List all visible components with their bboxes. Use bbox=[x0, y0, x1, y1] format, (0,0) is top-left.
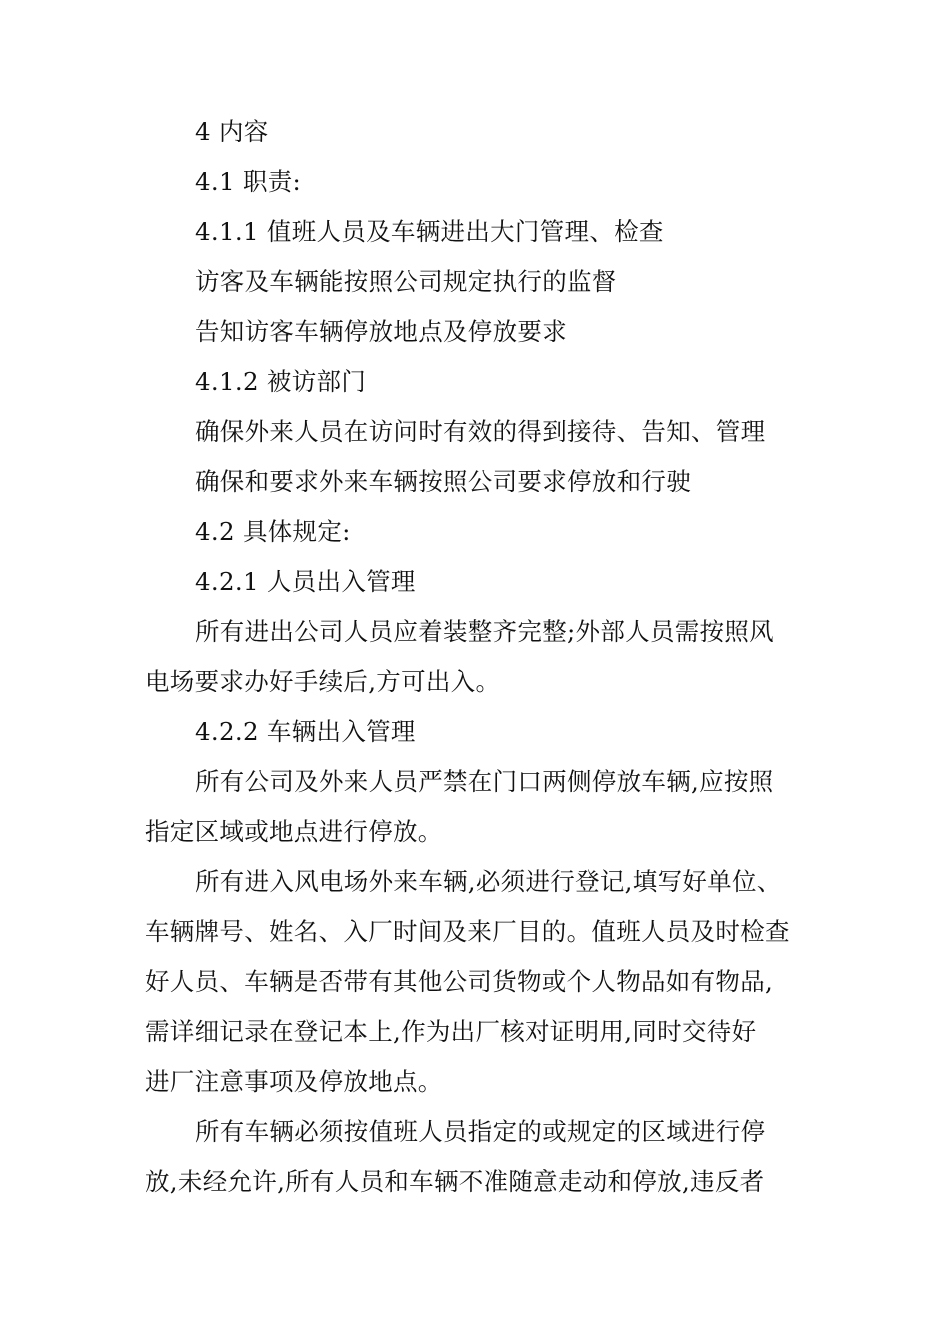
paragraph-line: 指定区域或地点进行停放。 bbox=[145, 817, 443, 846]
paragraph-line: 电场要求办好手续后,方可出入。 bbox=[145, 667, 501, 696]
subsection-heading: 4.2 具体规定: bbox=[195, 517, 351, 546]
document-body bbox=[145, 107, 825, 1207]
paragraph-line: 确保和要求外来车辆按照公司要求停放和行驶 bbox=[195, 467, 691, 496]
clause-heading: 4.2.1 人员出入管理 bbox=[195, 567, 416, 596]
paragraph-line: 进厂注意事项及停放地点。 bbox=[145, 1067, 443, 1096]
paragraph-line: 车辆牌号、姓名、入厂时间及来厂目的。值班人员及时检查 bbox=[145, 917, 790, 946]
section-heading: 4 内容 bbox=[195, 117, 269, 146]
subsection-heading: 4.1 职责: bbox=[195, 167, 302, 196]
paragraph-line: 所有车辆必须按值班人员指定的或规定的区域进行停 bbox=[195, 1117, 766, 1146]
paragraph-line: 好人员、车辆是否带有其他公司货物或个人物品如有物品, bbox=[145, 967, 774, 996]
paragraph-line: 确保外来人员在访问时有效的得到接待、告知、管理 bbox=[195, 417, 766, 446]
paragraph-line: 所有公司及外来人员严禁在门口两侧停放车辆,应按照 bbox=[195, 767, 774, 796]
clause-heading: 4.1.2 被访部门 bbox=[195, 367, 367, 396]
clause-heading: 4.2.2 车辆出入管理 bbox=[195, 717, 416, 746]
paragraph-line: 告知访客车辆停放地点及停放要求 bbox=[195, 317, 567, 346]
clause-heading: 4.1.1 值班人员及车辆进出大门管理、检查 bbox=[195, 217, 664, 246]
paragraph-line: 所有进出公司人员应着装整齐完整;外部人员需按照风 bbox=[195, 617, 774, 646]
paragraph-line: 访客及车辆能按照公司规定执行的监督 bbox=[195, 267, 617, 296]
paragraph-line: 放,未经允许,所有人员和车辆不准随意走动和停放,违反者 bbox=[145, 1167, 765, 1196]
paragraph-line: 需详细记录在登记本上,作为出厂核对证明用,同时交待好 bbox=[145, 1017, 757, 1046]
paragraph-line: 所有进入风电场外来车辆,必须进行登记,填写好单位、 bbox=[195, 867, 782, 896]
